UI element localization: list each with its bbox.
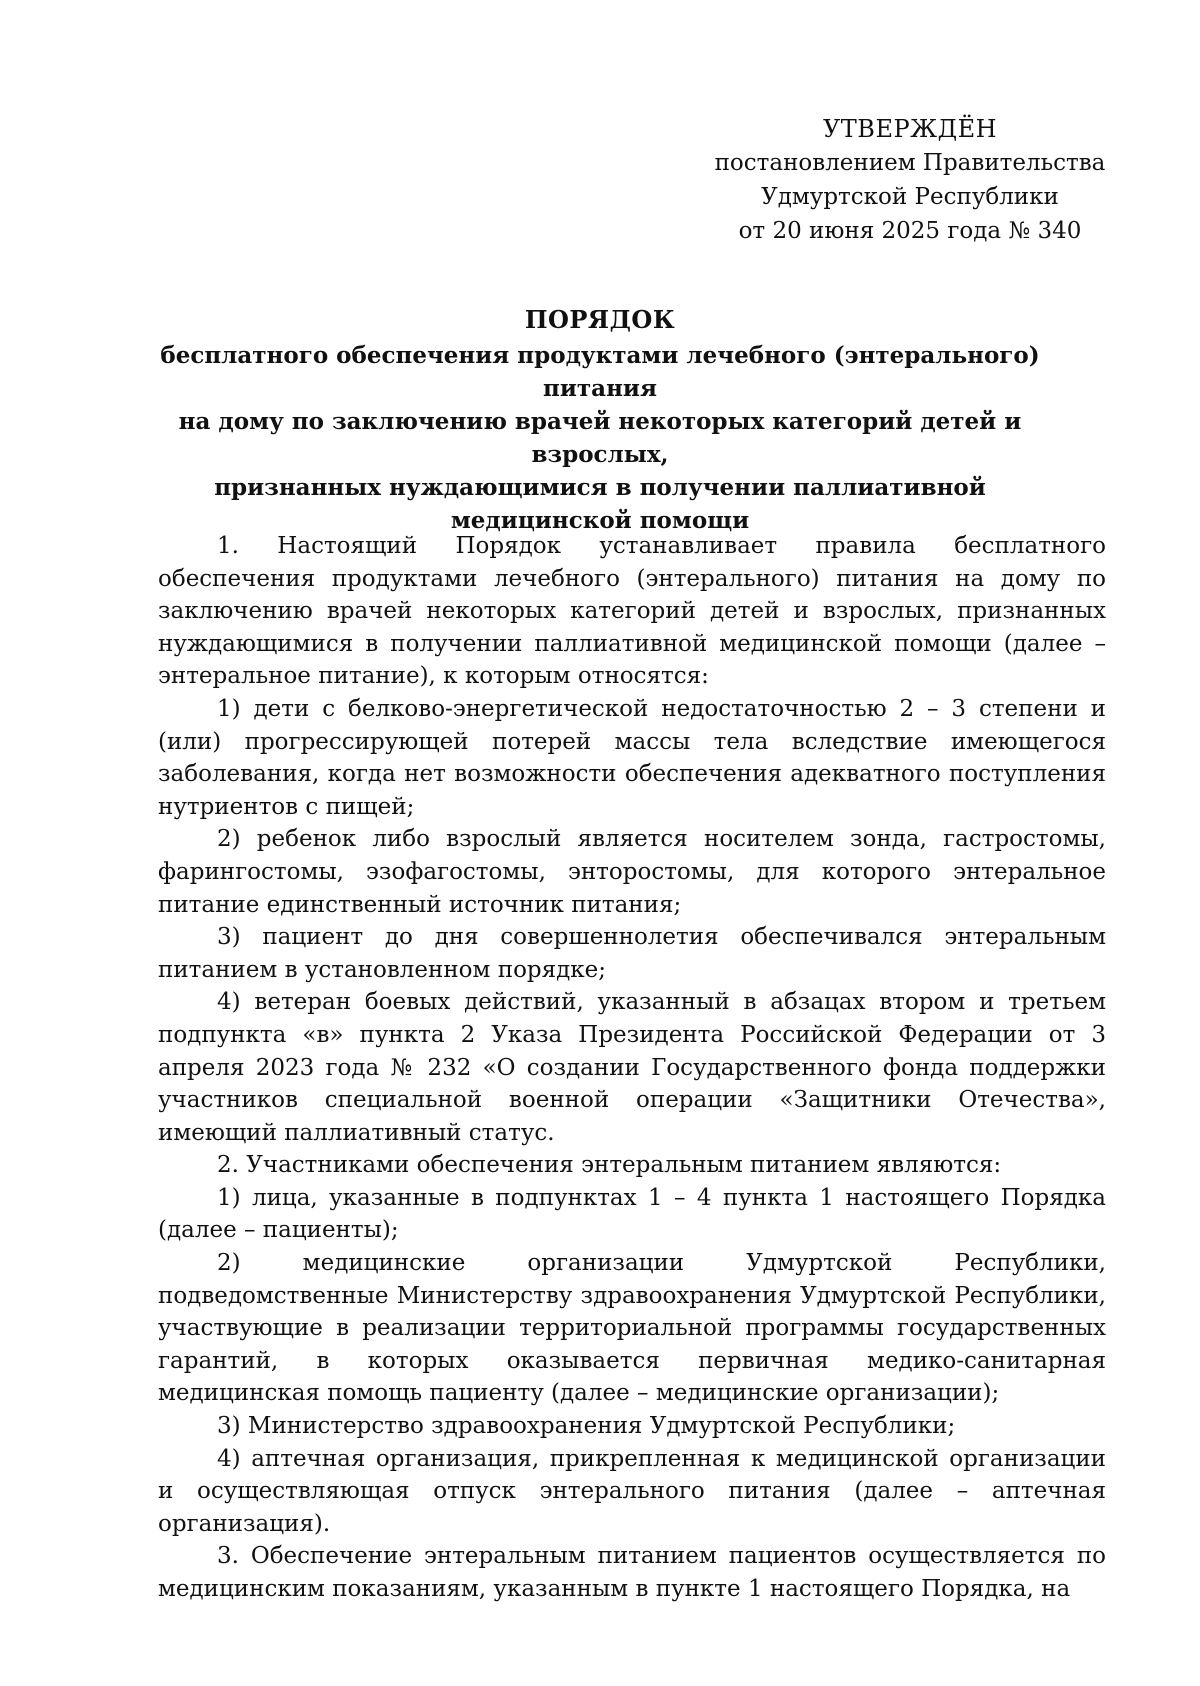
subitem-1-2: 2) ребенок либо взрослый является носителем зонда, гастростомы, фарингостомы, эзофагостомы, энторостомы, для которого энтеральное питание единственный источник питания; <box>158 826 1106 918</box>
subitem-1-1: 1) дети с белково-энергетической недостаточностью 2 – 3 степени и (или) прогрессирующей потерей массы тела вследствие имеющегося заболевания, когда нет возможности обеспечения адекватного поступления нутриентов с пищей; <box>158 695 1106 820</box>
subitem-1-4: 4) ветеран боевых действий, указанный в абзацах втором и третьем подпункта «в» пункта 2 Указа Президента Российской Федерации от 3 апреля 2023 года № 232 «О создании Государственного фонда поддержки участников специальной военной операции «Защитники Отечества», имеющий паллиативный статус. <box>158 989 1106 1146</box>
paragraph-item-2: 2. Участниками обеспечения энтеральным питанием являются: <box>217 1152 1002 1179</box>
document-subtitle-line: признанных нуждающимися в получении паллиативной <box>214 474 986 501</box>
approval-line: Удмуртской Республики <box>761 184 1059 210</box>
document-subtitle-line: бесплатного обеспечения продуктами лечебного (энтерального) питания <box>160 342 1040 402</box>
subitem-2-2: 2) медицинские организации Удмуртской Республики, подведомственные Министерству здравоохранения Удмуртской Республики, участвующие в реализации территориальной программы государственных гарантий, в которых оказывается первичная медико-санитарная медицинская помощь пациенту (далее – медицинские организации); <box>158 1250 1106 1407</box>
document-body <box>158 530 1106 1606</box>
subitem-2-1: 1) лица, указанные в подпунктах 1 – 4 пункта 1 настоящего Порядка (далее – пациенты); <box>158 1184 1106 1244</box>
approval-line: постановлением Правительства <box>714 150 1106 176</box>
approval-block <box>700 112 1120 248</box>
approval-stamp: УТВЕРЖДЁН <box>822 115 998 143</box>
paragraph-item-1: 1. Настоящий Порядок устанавливает правила бесплатного обеспечения продуктами лечебного (энтерального) питания на дому по заключению врачей некоторых категорий детей и взрослых, признанных нуждающимися в получении паллиативной медицинской помощи (далее – энтеральное питание), к которым относятся: <box>158 533 1106 690</box>
subitem-2-3: 3) Министерство здравоохранения Удмуртской Республики; <box>217 1413 956 1440</box>
document-title-block <box>160 303 1040 537</box>
paragraph-item-3: 3. Обеспечение энтеральным питанием пациентов осуществляется по медицинским показаниям, указанным в пункте 1 настоящего Порядка, на <box>158 1543 1106 1602</box>
subitem-2-4: 4) аптечная организация, прикрепленная к медицинской организации и осуществляющая отпуск энтерального питания (далее – аптечная организация). <box>158 1445 1106 1537</box>
subitem-1-3: 3) пациент до дня совершеннолетия обеспечивался энтеральным питанием в установленном порядке; <box>158 924 1106 983</box>
approval-date-line: от 20 июня 2025 года № 340 <box>738 218 1082 244</box>
document-subtitle-line: медицинской помощи <box>450 507 750 534</box>
document-subtitle-line: на дому по заключению врачей некоторых категорий детей и взрослых, <box>178 408 1022 468</box>
document-title: ПОРЯДОК <box>524 305 676 334</box>
